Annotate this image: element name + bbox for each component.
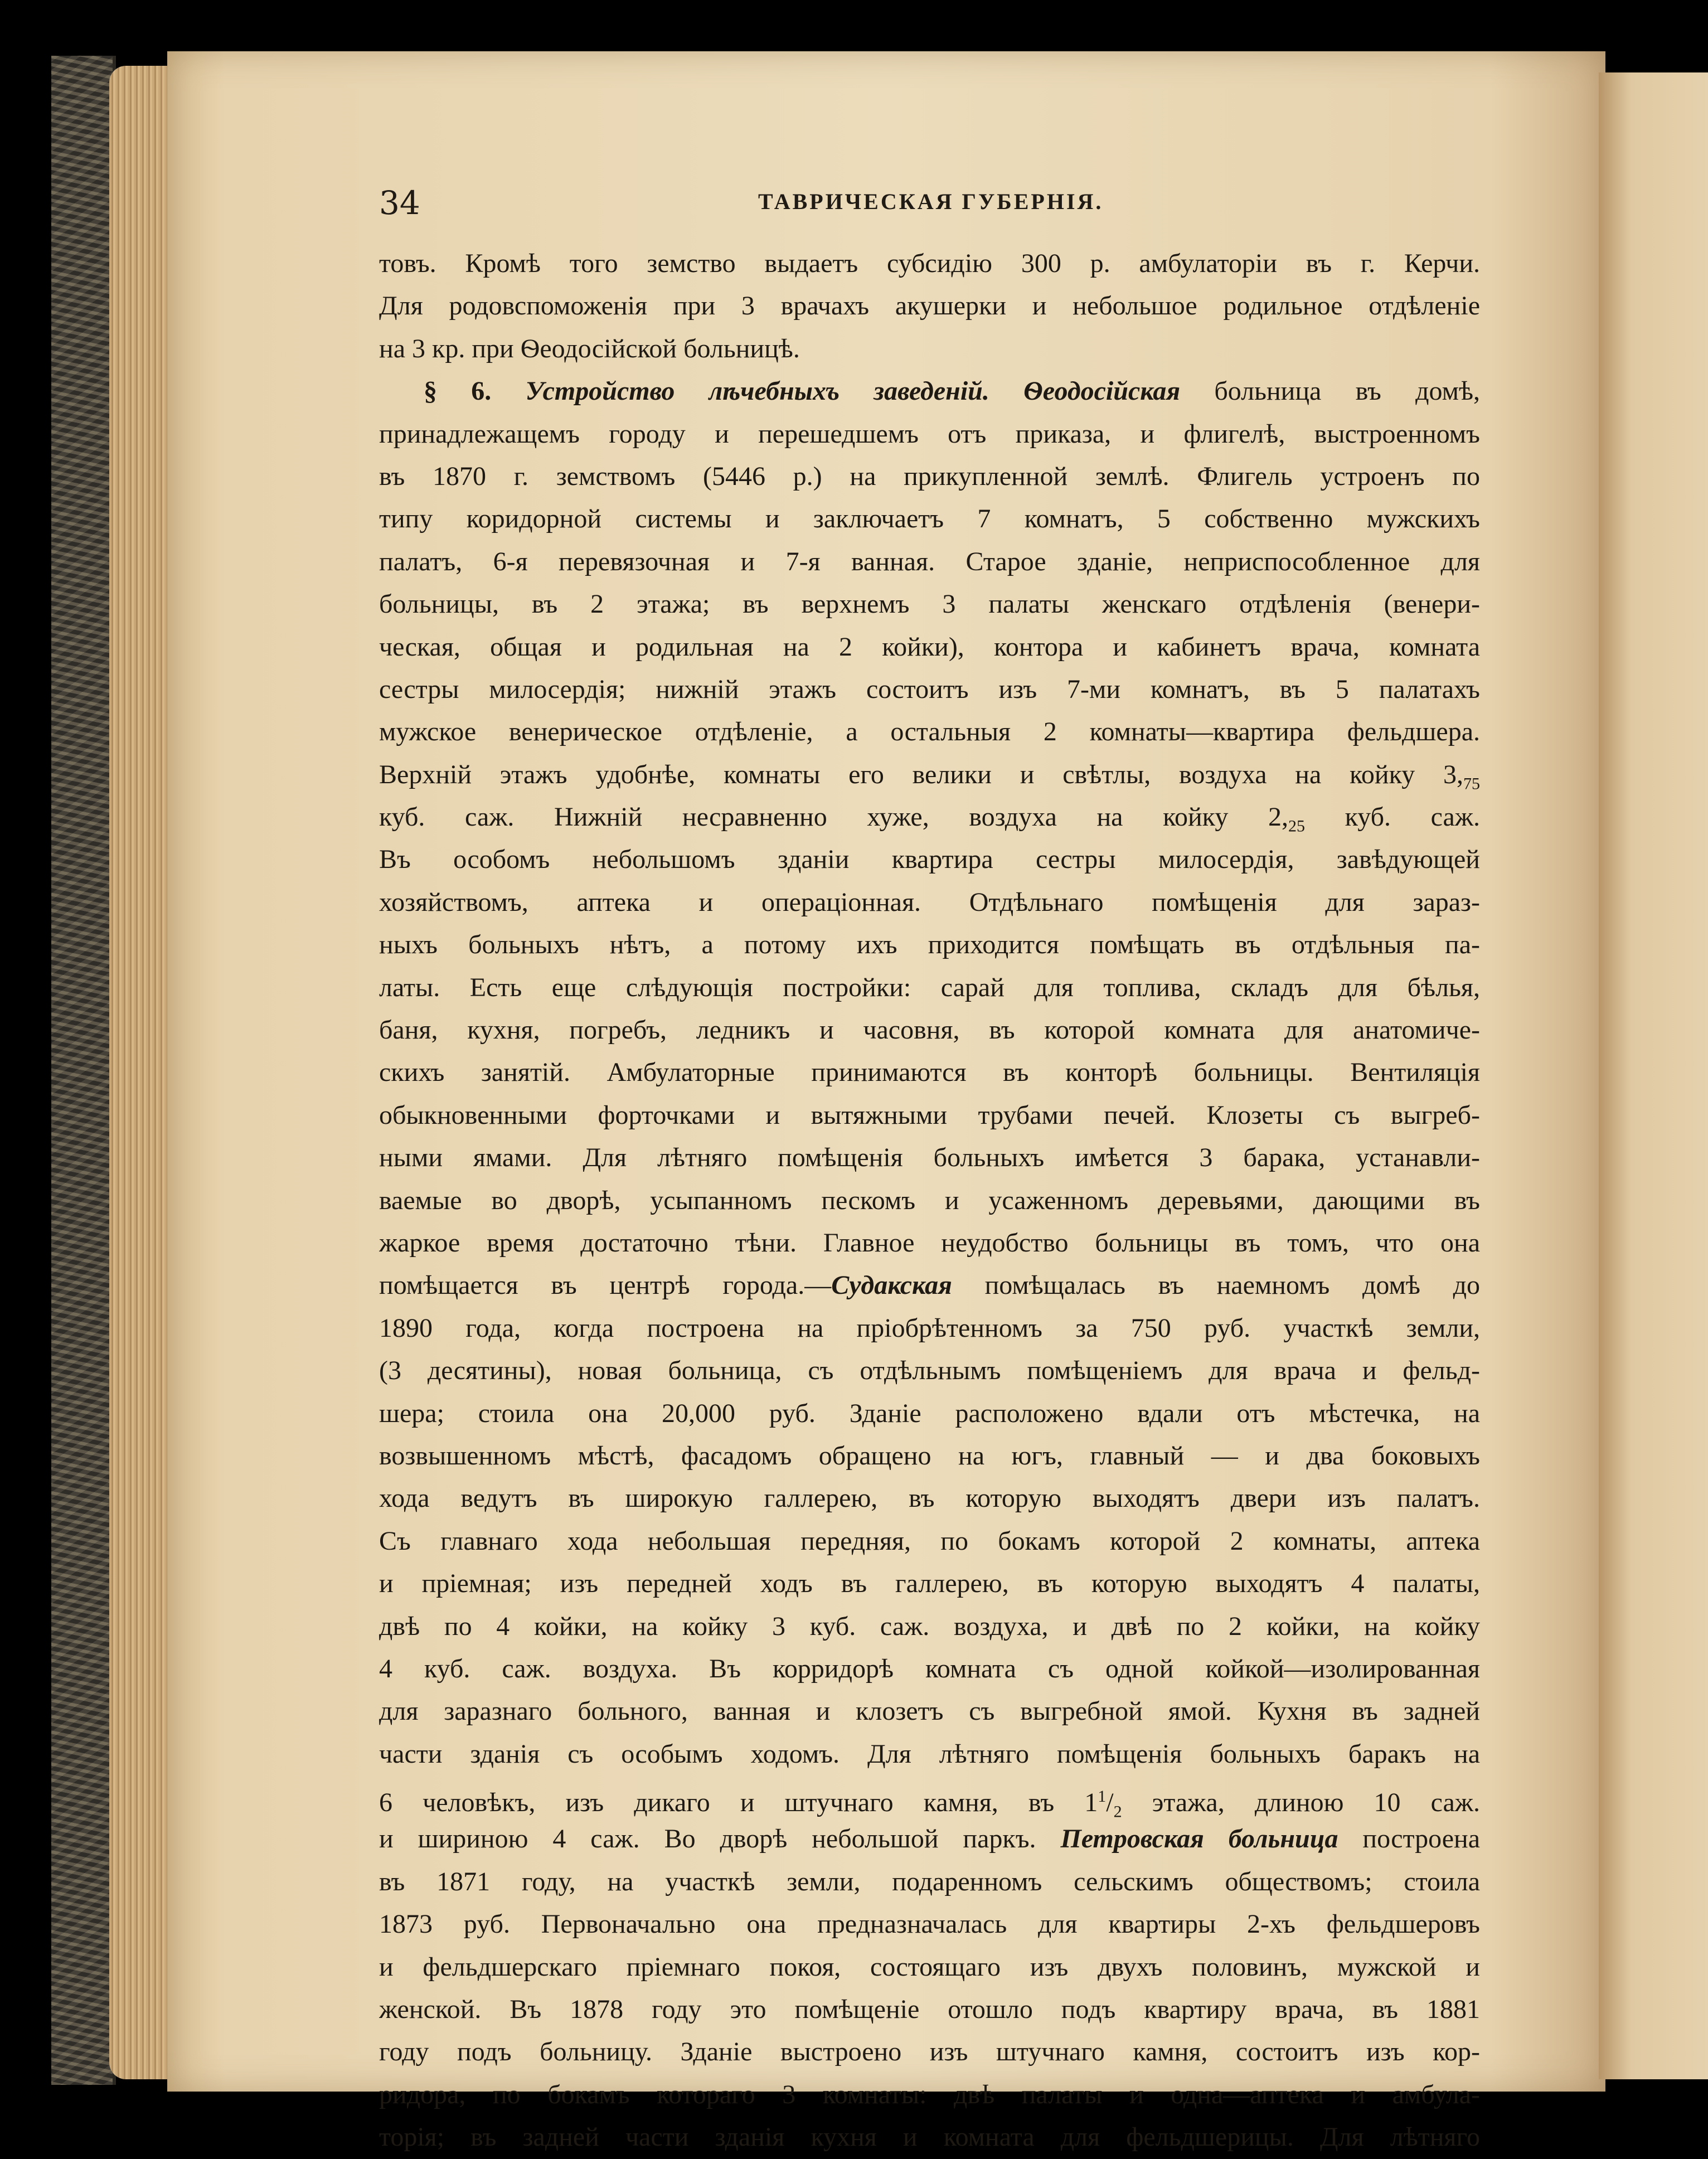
text-run: Верхній этажъ удобнѣе, комнаты его велики и свѣтлы, воздуха на койку 3,	[379, 759, 1463, 789]
text-line: принадлежащемъ городу и перешедшемъ отъ приказа, и флигелѣ, выстроенномъ	[379, 419, 1480, 449]
text-line: возвышенномъ мѣстѣ, фасадомъ обращено на югъ, главный — и два боковыхъ	[379, 1440, 1480, 1471]
text-line: 4 куб. саж. воздуха. Въ корридорѣ комната съ одной койкой—изолированная	[379, 1653, 1480, 1683]
text-run: и шириною 4 саж. Во дворѣ небольшой паркъ.	[379, 1824, 1036, 1854]
text-line: Въ особомъ небольшомъ зданіи квартира сестры милосердія, завѣдующей	[379, 845, 1480, 875]
subscript: 2	[1113, 1802, 1122, 1818]
text-line: ными ямами. Для лѣтняго помѣщенія больныхъ имѣется 3 барака, устанавли-	[379, 1143, 1480, 1173]
text-line: ридора, по бокамъ котораго 3 комнаты: двѣ палаты и одна—аптека и амбула-	[379, 2079, 1480, 2109]
text-line: ческая, общая и родильная на 2 койки), контора и кабинетъ врача, комната	[379, 632, 1480, 662]
text-line: больницы, въ 2 этажа; въ верхнемъ 3 палаты женскаго отдѣленія (венери-	[379, 589, 1480, 619]
superscript: 1	[1098, 1787, 1107, 1806]
text-line: хозяйствомъ, аптека и операціонная. Отдѣльнаго помѣщенія для зараз-	[379, 887, 1480, 917]
section-title: Устройство лѣчебныхъ заведеній.	[525, 376, 989, 406]
hospital-name: Петровская больница	[1060, 1824, 1338, 1854]
text-line	[379, 1818, 1480, 1860]
body-text	[379, 242, 1480, 2159]
text-line	[379, 1264, 1480, 1307]
text-run: построена	[1362, 1824, 1480, 1854]
text-line: товъ. Кромѣ того земство выдаетъ субсидію 300 р. амбулаторіи въ г. Керчи.	[379, 249, 1480, 278]
page-edges	[109, 66, 176, 2079]
text-line: Съ главнаго хода небольшая передняя, по бокамъ которой 2 комнаты, аптека	[379, 1526, 1480, 1556]
section-heading-line	[379, 370, 1480, 413]
text-line: скихъ занятій. Амбулаторные принимаются въ конторѣ больницы. Вентиляція	[379, 1057, 1480, 1088]
text-line: женской. Въ 1878 году это помѣщеніе отошло подъ квартиру врача, въ 1881	[379, 1995, 1480, 2025]
text-line	[379, 1775, 1480, 1818]
text-line: и фельдшерскаго пріемнаго покоя, состоящаго изъ двухъ половинъ, мужской и	[379, 1952, 1480, 1982]
text-line: на 3 кр. при Ѳеодосійской больницѣ.	[379, 333, 800, 363]
subscript: 75	[1463, 774, 1480, 793]
text-line: году подъ больницу. Зданіе выстроено изъ штучнаго камня, состоитъ изъ кор-	[379, 2037, 1480, 2067]
text-line	[379, 754, 1480, 796]
text-run: помѣщается въ центрѣ города.—	[379, 1270, 832, 1301]
section-mark: § 6.	[424, 376, 492, 406]
text-line: въ 1870 г. земствомъ (5446 р.) на прикупленной землѣ. Флигель устроенъ по	[379, 461, 1480, 491]
text-line: ныхъ больныхъ нѣтъ, а потому ихъ приходится помѣщать въ отдѣльныя па-	[379, 930, 1480, 960]
text-line: обыкновенными форточками и вытяжными трубами печей. Клозеты съ выгреб-	[379, 1100, 1480, 1130]
page-header	[379, 184, 1583, 222]
text-line: для заразнаго больного, ванная и клозетъ съ выгребной ямой. Кухня въ задней	[379, 1696, 1480, 1726]
marbled-cover	[51, 56, 116, 2085]
text-run: этажа, длиною 10 саж.	[1152, 1788, 1480, 1818]
text-run: больница въ домѣ,	[1214, 376, 1480, 406]
text-line: латы. Есть еще слѣдующія постройки: сарай для топлива, складъ для бѣлья,	[379, 972, 1480, 1002]
hospital-name: Ѳеодосійская	[1023, 376, 1181, 406]
text-line: ваемые во дворѣ, усыпанномъ пескомъ и усаженномъ деревьями, дающими въ	[379, 1185, 1480, 1215]
text-line	[379, 796, 1480, 838]
text-line: жаркое время достаточно тѣни. Главное неудобство больницы въ томъ, что она	[379, 1228, 1480, 1258]
text-run: 6 человѣкъ, изъ дикаго и штучнаго камня, въ 1	[379, 1788, 1098, 1818]
text-line: 1873 руб. Первоначально она предназначалась для квартиры 2-хъ фельдшеровъ	[379, 1909, 1480, 1939]
text-run: помѣщалась въ наемномъ домѣ до	[984, 1270, 1480, 1301]
text-line: типу коридорной системы и заключаетъ 7 комнатъ, 5 собственно мужскихъ	[379, 504, 1480, 534]
text-line: сестры милосердія; нижній этажъ состоитъ изъ 7-ми комнатъ, въ 5 палатахъ	[379, 674, 1480, 704]
hospital-name: Судакская	[831, 1270, 952, 1301]
text-line: 1890 года, когда построена на пріобрѣтенномъ за 750 руб. участкѣ земли,	[379, 1313, 1480, 1343]
text-line: палатъ, 6-я перевязочная и 7-я ванная. Старое зданіе, неприспособленное для	[379, 546, 1480, 576]
text-line: двѣ по 4 койки, на койку 3 куб. саж. воздуха, и двѣ по 2 койки, на койку	[379, 1611, 1480, 1641]
fraction-slash: /	[1106, 1788, 1114, 1818]
text-line: баня, кухня, погребъ, ледникъ и часовня, въ которой комната для анатомиче-	[379, 1015, 1480, 1045]
text-run: куб. саж. Нижній несравненно хуже, воздуха на койку 2,	[379, 802, 1288, 832]
text-line: торія; въ задней части зданія кухня и комната для фельдшерицы. Для лѣтняго	[379, 2122, 1480, 2152]
running-head: ТАВРИЧЕСКАЯ ГУБЕРНІЯ.	[758, 189, 1104, 214]
text-run: куб. саж.	[1345, 802, 1480, 832]
text-line: и пріемная; изъ передней ходъ въ галлерею, въ которую выходятъ 4 палаты,	[379, 1569, 1480, 1599]
facing-page-edge	[1599, 72, 1708, 2079]
text-line: Для родовспоможенія при 3 врачахъ акушерки и небольшое родильное отдѣленіе	[379, 291, 1480, 321]
text-line: въ 1871 году, на участкѣ земли, подаренномъ сельскимъ обществомъ; стоила	[379, 1866, 1480, 1896]
text-line: части зданія съ особымъ ходомъ. Для лѣтняго помѣщенія больныхъ баракъ на	[379, 1739, 1480, 1769]
text-line: мужское венерическое отдѣленіе, а остальныя 2 комнаты—квартира фельдшера.	[379, 717, 1480, 747]
text-line: шера; стоила она 20,000 руб. Зданіе расположено вдали отъ мѣстечка, на	[379, 1398, 1480, 1428]
text-line: (3 десятины), новая больница, съ отдѣльнымъ помѣщеніемъ для врача и фельд-	[379, 1356, 1480, 1386]
subscript: 25	[1288, 817, 1305, 836]
page-number: 34	[379, 184, 420, 222]
text-line: хода ведутъ въ широкую галлерею, въ которую выходятъ двери изъ палатъ.	[379, 1483, 1480, 1513]
